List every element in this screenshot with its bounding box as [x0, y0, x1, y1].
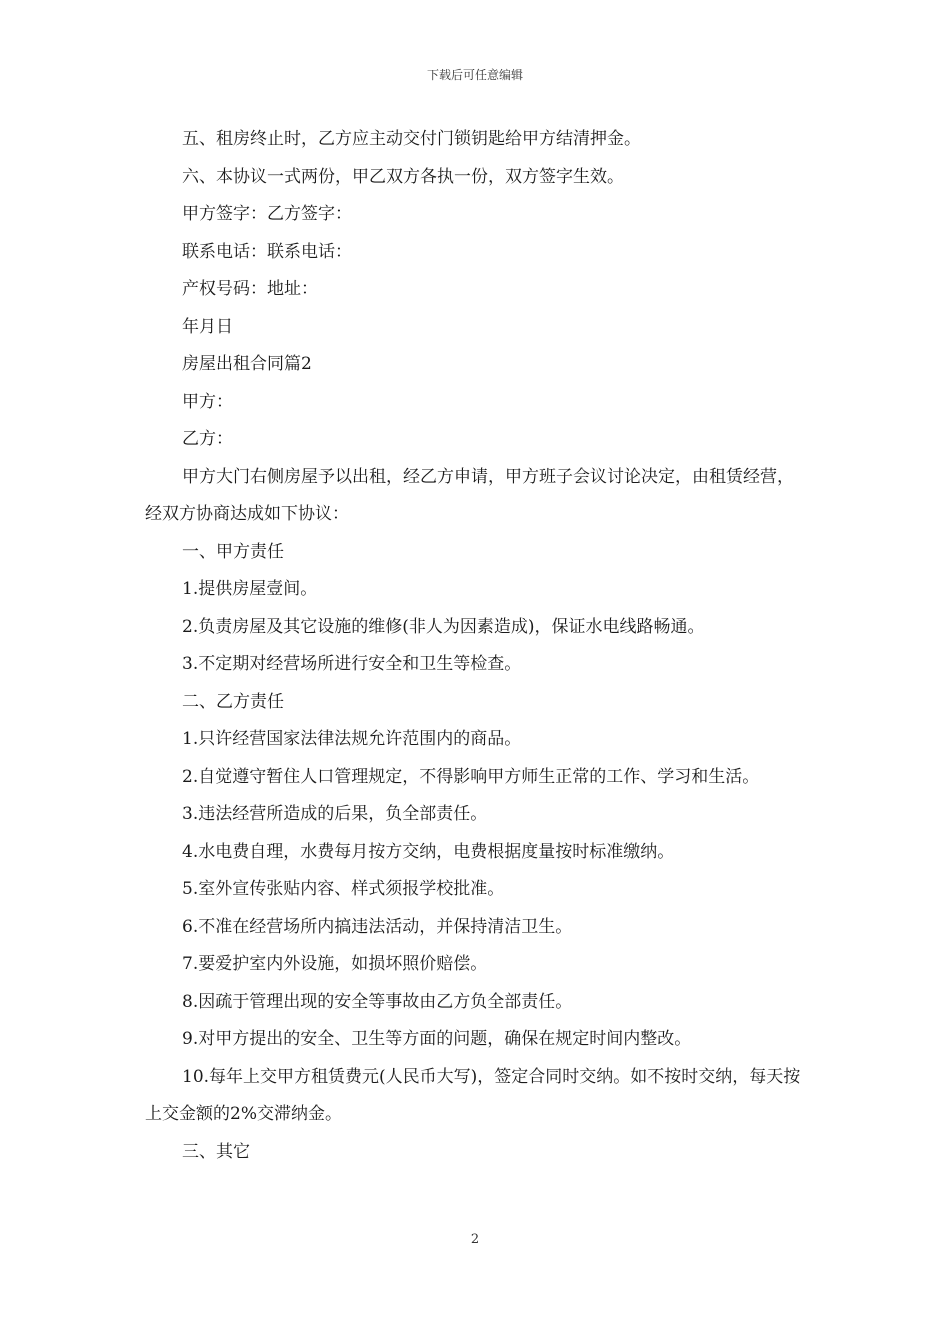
- list-item: 3.违法经营所造成的后果，负全部责任。: [182, 804, 488, 824]
- list-item: 4.水电费自理，水费每月按方交纳，电费根据度量按时标准缴纳。: [182, 841, 675, 862]
- property-line: 产权号码：地址：: [182, 279, 318, 299]
- list-item: 2.负责房屋及其它设施的维修(非人为因素造成)，保证水电线路畅通。: [182, 616, 705, 637]
- document-body: [145, 121, 810, 1171]
- list-item: 9.对甲方提出的安全、卫生等方面的问题，确保在规定时间内整改。: [182, 1029, 692, 1049]
- party-b-line: 乙方：: [182, 429, 233, 449]
- section-heading-party-a: 一、甲方责任: [182, 541, 284, 562]
- paragraph-intro: 甲方大门右侧房屋予以出租，经乙方申请，甲方班子会议讨论决定，由租赁经营，经双方协商达成如下协议：: [145, 466, 794, 524]
- phone-line: 联系电话：联系电话：: [182, 241, 352, 262]
- paragraph-termination: 五、租房终止时，乙方应主动交付门锁钥匙给甲方结清押金。: [182, 129, 641, 149]
- section-heading-party-b: 二、乙方责任: [182, 691, 284, 712]
- paragraph-copies: 六、本协议一式两份，甲乙双方各执一份，双方签字生效。: [182, 166, 624, 187]
- party-a-line: 甲方：: [182, 391, 233, 412]
- list-item: 3.不定期对经营场所进行安全和卫生等检查。: [182, 654, 522, 674]
- section-heading-other: 三、其它: [182, 1141, 250, 1162]
- list-item: 8.因疏于管理出现的安全等事故由乙方负全部责任。: [182, 991, 573, 1012]
- contract-title: 房屋出租合同篇2: [182, 354, 312, 374]
- list-item: 2.自觉遵守暂住人口管理规定，不得影响甲方师生正常的工作、学习和生活。: [182, 766, 760, 787]
- date-line: 年月日: [182, 316, 233, 337]
- list-item: 7.要爱护室内外设施，如损坏照价赔偿。: [182, 954, 488, 974]
- list-item: 10.每年上交甲方租赁费元(人民币大写)，签定合同时交纳。如不按时交纳，每天按上交金额的2%交滞纳金。: [145, 1066, 801, 1124]
- list-item: 5.室外宣传张贴内容、样式须报学校批准。: [182, 879, 505, 899]
- list-item: 1.只许经营国家法律法规允许范围内的商品。: [182, 729, 522, 749]
- list-item: 6.不准在经营场所内搞违法活动，并保持清洁卫生。: [182, 916, 573, 937]
- signature-line: 甲方签字：乙方签字：: [182, 204, 352, 224]
- list-item: 1.提供房屋壹间。: [182, 579, 318, 599]
- page-header: 下载后可任意编辑: [426, 68, 523, 82]
- page-number: 2: [470, 1232, 480, 1247]
